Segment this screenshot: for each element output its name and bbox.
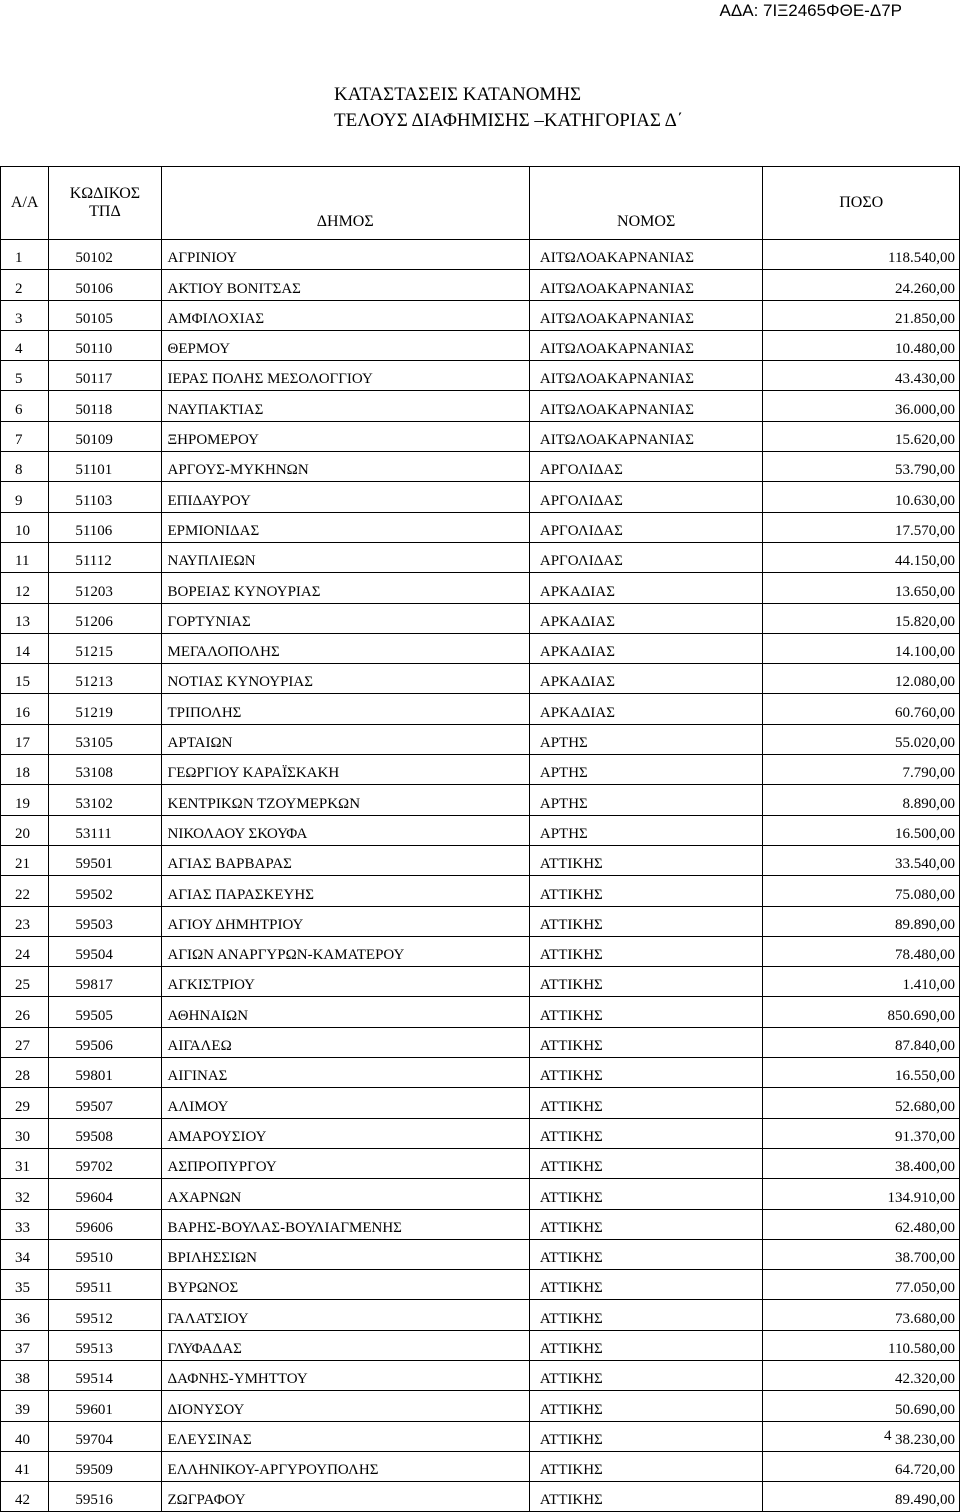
table-row <box>1 1360 960 1390</box>
ada-code: ΑΔΑ: 7ΙΞ2465ΦΘΕ-Δ7Ρ <box>719 1 902 20</box>
cell-nomos: ΑΤΤΙΚΗΣ <box>529 1239 763 1269</box>
table-row <box>1 1148 960 1178</box>
cell-poso: 850.690,00 <box>763 997 960 1027</box>
cell-nomos: ΑΤΤΙΚΗΣ <box>529 936 763 966</box>
cell-aa: 27 <box>1 1027 49 1057</box>
cell-poso: 75.080,00 <box>763 876 960 906</box>
table-row <box>1 724 960 754</box>
cell-nomos: ΑΙΤΩΛΟΑΚΑΡΝΑΝΙΑΣ <box>529 240 763 270</box>
cell-dimos: ΑΓΙΑΣ ΒΑΡΒΑΡΑΣ <box>161 845 529 875</box>
cell-aa: 4 <box>1 330 49 360</box>
cell-dimos: ΝΟΤΙΑΣ ΚΥΝΟΥΡΙΑΣ <box>161 664 529 694</box>
cell-nomos: ΑΤΤΙΚΗΣ <box>529 1088 763 1118</box>
cell-nomos: ΑΤΤΙΚΗΣ <box>529 997 763 1027</box>
cell-nomos: ΑΤΤΙΚΗΣ <box>529 1391 763 1421</box>
cell-code: 59702 <box>49 1148 161 1178</box>
cell-dimos: ΔΙΟΝΥΣΟΥ <box>161 1391 529 1421</box>
cell-dimos: ΓΟΡΤΥΝΙΑΣ <box>161 603 529 633</box>
cell-aa: 9 <box>1 482 49 512</box>
cell-code: 53111 <box>49 815 161 845</box>
cell-nomos: ΑΡΓΟΛΙΔΑΣ <box>529 452 763 482</box>
cell-code: 59505 <box>49 997 161 1027</box>
table-body <box>1 240 960 1512</box>
cell-dimos: ΕΡΜΙΟΝΙΔΑΣ <box>161 512 529 542</box>
cell-dimos: ΝΑΥΠΑΚΤΙΑΣ <box>161 391 529 421</box>
cell-aa: 3 <box>1 300 49 330</box>
cell-aa: 29 <box>1 1088 49 1118</box>
cell-dimos: ΖΩΓΡΑΦΟΥ <box>161 1482 529 1512</box>
cell-dimos: ΑΓΙΩΝ ΑΝΑΡΓΥΡΩΝ-ΚΑΜΑΤΕΡΟΥ <box>161 936 529 966</box>
cell-poso: 134.910,00 <box>763 1179 960 1209</box>
cell-code: 59502 <box>49 876 161 906</box>
cell-nomos: ΑΤΤΙΚΗΣ <box>529 1209 763 1239</box>
cell-aa: 16 <box>1 694 49 724</box>
table-row <box>1 633 960 663</box>
cell-poso: 24.260,00 <box>763 270 960 300</box>
table-row <box>1 936 960 966</box>
cell-poso: 15.820,00 <box>763 603 960 633</box>
cell-dimos: ΑΧΑΡΝΩΝ <box>161 1179 529 1209</box>
cell-dimos: ΘΕΡΜΟΥ <box>161 330 529 360</box>
table-row <box>1 694 960 724</box>
cell-dimos: ΒΟΡΕΙΑΣ ΚΥΝΟΥΡΙΑΣ <box>161 573 529 603</box>
cell-poso: 10.630,00 <box>763 482 960 512</box>
header-code-line-2: ΤΠΔ <box>89 203 121 220</box>
cell-aa: 2 <box>1 270 49 300</box>
cell-dimos: ΜΕΓΑΛΟΠΟΛΗΣ <box>161 633 529 663</box>
cell-poso: 60.760,00 <box>763 694 960 724</box>
cell-code: 59509 <box>49 1451 161 1481</box>
cell-aa: 28 <box>1 1058 49 1088</box>
cell-poso: 118.540,00 <box>763 240 960 270</box>
cell-code: 59506 <box>49 1027 161 1057</box>
table-row <box>1 1391 960 1421</box>
cell-dimos: ΑΓΚΙΣΤΡΙΟΥ <box>161 967 529 997</box>
cell-aa: 30 <box>1 1118 49 1148</box>
cell-aa: 42 <box>1 1482 49 1512</box>
table-row <box>1 270 960 300</box>
cell-code: 51106 <box>49 512 161 542</box>
cell-aa: 22 <box>1 876 49 906</box>
cell-code: 50110 <box>49 330 161 360</box>
table-row <box>1 1027 960 1057</box>
cell-aa: 8 <box>1 452 49 482</box>
cell-aa: 12 <box>1 573 49 603</box>
cell-poso: 38.230,00 <box>763 1421 960 1451</box>
cell-poso: 44.150,00 <box>763 542 960 572</box>
cell-poso: 8.890,00 <box>763 785 960 815</box>
cell-aa: 41 <box>1 1451 49 1481</box>
cell-nomos: ΑΤΤΙΚΗΣ <box>529 1179 763 1209</box>
cell-poso: 10.480,00 <box>763 330 960 360</box>
cell-code: 59501 <box>49 845 161 875</box>
cell-nomos: ΑΤΤΙΚΗΣ <box>529 1148 763 1178</box>
cell-poso: 77.050,00 <box>763 1270 960 1300</box>
cell-dimos: ΓΛΥΦΑΔΑΣ <box>161 1330 529 1360</box>
cell-poso: 110.580,00 <box>763 1330 960 1360</box>
header-poso: ΠΟΣΟ <box>763 167 960 240</box>
cell-nomos: ΑΡΓΟΛΙΔΑΣ <box>529 512 763 542</box>
cell-dimos: ΝΑΥΠΛΙΕΩΝ <box>161 542 529 572</box>
cell-aa: 13 <box>1 603 49 633</box>
cell-dimos: ΒΡΙΛΗΣΣΙΩΝ <box>161 1239 529 1269</box>
cell-code: 50102 <box>49 240 161 270</box>
cell-poso: 78.480,00 <box>763 936 960 966</box>
table-row <box>1 1239 960 1269</box>
cell-nomos: ΑΡΚΑΔΙΑΣ <box>529 633 763 663</box>
cell-dimos: ΑΙΓΙΝΑΣ <box>161 1058 529 1088</box>
cell-nomos: ΑΡΚΑΔΙΑΣ <box>529 603 763 633</box>
table-row <box>1 967 960 997</box>
cell-nomos: ΑΤΤΙΚΗΣ <box>529 1421 763 1451</box>
cell-aa: 31 <box>1 1148 49 1178</box>
cell-nomos: ΑΤΤΙΚΗΣ <box>529 1270 763 1300</box>
cell-poso: 64.720,00 <box>763 1451 960 1481</box>
cell-nomos: ΑΡΓΟΛΙΔΑΣ <box>529 542 763 572</box>
table-row <box>1 876 960 906</box>
cell-nomos: ΑΡΤΗΣ <box>529 755 763 785</box>
table-row <box>1 1118 960 1148</box>
cell-nomos: ΑΤΤΙΚΗΣ <box>529 876 763 906</box>
cell-code: 51112 <box>49 542 161 572</box>
cell-aa: 17 <box>1 724 49 754</box>
cell-code: 51219 <box>49 694 161 724</box>
table-row <box>1 785 960 815</box>
cell-aa: 1 <box>1 240 49 270</box>
cell-nomos: ΑΤΤΙΚΗΣ <box>529 1058 763 1088</box>
cell-code: 51101 <box>49 452 161 482</box>
header-nomos: ΝΟΜΟΣ <box>529 167 763 240</box>
cell-code: 59504 <box>49 936 161 966</box>
cell-code: 59512 <box>49 1300 161 1330</box>
cell-dimos: ΑΙΓΑΛΕΩ <box>161 1027 529 1057</box>
cell-nomos: ΑΙΤΩΛΟΑΚΑΡΝΑΝΙΑΣ <box>529 361 763 391</box>
table-row <box>1 330 960 360</box>
cell-dimos: ΕΛΛΗΝΙΚΟΥ-ΑΡΓΥΡΟΥΠΟΛΗΣ <box>161 1451 529 1481</box>
cell-nomos: ΑΡΤΗΣ <box>529 785 763 815</box>
cell-aa: 19 <box>1 785 49 815</box>
cell-aa: 18 <box>1 755 49 785</box>
cell-aa: 7 <box>1 421 49 451</box>
cell-poso: 52.680,00 <box>763 1088 960 1118</box>
cell-poso: 53.790,00 <box>763 452 960 482</box>
cell-code: 53102 <box>49 785 161 815</box>
cell-nomos: ΑΤΤΙΚΗΣ <box>529 967 763 997</box>
cell-nomos: ΑΤΤΙΚΗΣ <box>529 845 763 875</box>
cell-nomos: ΑΙΤΩΛΟΑΚΑΡΝΑΝΙΑΣ <box>529 421 763 451</box>
cell-dimos: ΕΠΙΔΑΥΡΟΥ <box>161 482 529 512</box>
cell-poso: 1.410,00 <box>763 967 960 997</box>
cell-dimos: ΑΡΤΑΙΩΝ <box>161 724 529 754</box>
cell-nomos: ΑΡΚΑΔΙΑΣ <box>529 573 763 603</box>
cell-aa: 32 <box>1 1179 49 1209</box>
cell-dimos: ΒΥΡΩΝΟΣ <box>161 1270 529 1300</box>
cell-poso: 36.000,00 <box>763 391 960 421</box>
cell-poso: 50.690,00 <box>763 1391 960 1421</box>
cell-dimos: ΑΚΤΙΟΥ ΒΟΝΙΤΣΑΣ <box>161 270 529 300</box>
header-dimos: ΔΗΜΟΣ <box>161 167 529 240</box>
cell-code: 59508 <box>49 1118 161 1148</box>
table-row <box>1 421 960 451</box>
cell-dimos: ΚΕΝΤΡΙΚΩΝ ΤΖΟΥΜΕΡΚΩΝ <box>161 785 529 815</box>
cell-nomos: ΑΤΤΙΚΗΣ <box>529 1300 763 1330</box>
table-row <box>1 1482 960 1512</box>
cell-nomos: ΑΙΤΩΛΟΑΚΑΡΝΑΝΙΑΣ <box>529 300 763 330</box>
cell-poso: 13.650,00 <box>763 573 960 603</box>
cell-dimos: ΑΡΓΟΥΣ-ΜΥΚΗΝΩΝ <box>161 452 529 482</box>
cell-code: 59507 <box>49 1088 161 1118</box>
cell-code: 53105 <box>49 724 161 754</box>
cell-nomos: ΑΤΤΙΚΗΣ <box>529 1451 763 1481</box>
cell-nomos: ΑΤΤΙΚΗΣ <box>529 1482 763 1512</box>
document-title <box>334 82 683 134</box>
cell-aa: 34 <box>1 1239 49 1269</box>
table-row <box>1 664 960 694</box>
cell-dimos: ΝΙΚΟΛΑΟΥ ΣΚΟΥΦΑ <box>161 815 529 845</box>
cell-code: 59503 <box>49 906 161 936</box>
cell-poso: 12.080,00 <box>763 664 960 694</box>
cell-aa: 33 <box>1 1209 49 1239</box>
cell-nomos: ΑΡΓΟΛΙΔΑΣ <box>529 482 763 512</box>
table-row <box>1 1058 960 1088</box>
cell-code: 59601 <box>49 1391 161 1421</box>
title-line-1: ΚΑΤΑΣΤΑΣΕΙΣ ΚΑΤΑΝΟΜΗΣ <box>334 84 582 105</box>
cell-aa: 39 <box>1 1391 49 1421</box>
cell-poso: 33.540,00 <box>763 845 960 875</box>
allocation-table <box>0 166 960 1512</box>
cell-code: 51103 <box>49 482 161 512</box>
cell-poso: 62.480,00 <box>763 1209 960 1239</box>
cell-aa: 24 <box>1 936 49 966</box>
table-row <box>1 997 960 1027</box>
cell-aa: 25 <box>1 967 49 997</box>
cell-poso: 89.490,00 <box>763 1482 960 1512</box>
cell-nomos: ΑΙΤΩΛΟΑΚΑΡΝΑΝΙΑΣ <box>529 330 763 360</box>
table-row <box>1 542 960 572</box>
cell-code: 59514 <box>49 1360 161 1390</box>
cell-aa: 21 <box>1 845 49 875</box>
cell-poso: 38.700,00 <box>763 1239 960 1269</box>
cell-dimos: ΓΕΩΡΓΙΟΥ ΚΑΡΑΪΣΚΑΚΗ <box>161 755 529 785</box>
cell-nomos: ΑΡΚΑΔΙΑΣ <box>529 664 763 694</box>
table-row <box>1 300 960 330</box>
cell-code: 59801 <box>49 1058 161 1088</box>
cell-poso: 55.020,00 <box>763 724 960 754</box>
title-line-2: ΤΕΛΟΥΣ ΔΙΑΦΗΜΙΣΗΣ –ΚΑΤΗΓΟΡΙΑΣ Δ΄ <box>334 110 684 131</box>
table-row <box>1 1330 960 1360</box>
cell-aa: 38 <box>1 1360 49 1390</box>
table-row <box>1 1179 960 1209</box>
cell-aa: 10 <box>1 512 49 542</box>
cell-aa: 26 <box>1 997 49 1027</box>
cell-dimos: ΤΡΙΠΟΛΗΣ <box>161 694 529 724</box>
cell-poso: 16.500,00 <box>763 815 960 845</box>
table-row <box>1 755 960 785</box>
cell-aa: 15 <box>1 664 49 694</box>
cell-code: 59516 <box>49 1482 161 1512</box>
table-row <box>1 482 960 512</box>
cell-dimos: ΑΓΡΙΝΙΟΥ <box>161 240 529 270</box>
header-aa: Α/Α <box>1 167 49 240</box>
table-row <box>1 1209 960 1239</box>
cell-aa: 6 <box>1 391 49 421</box>
table-row <box>1 391 960 421</box>
cell-poso: 17.570,00 <box>763 512 960 542</box>
cell-poso: 38.400,00 <box>763 1148 960 1178</box>
header-code-line-1: ΚΩΔΙΚΟΣ <box>69 185 141 202</box>
table-row <box>1 1451 960 1481</box>
cell-code: 53108 <box>49 755 161 785</box>
cell-aa: 23 <box>1 906 49 936</box>
cell-dimos: ΑΣΠΡΟΠΥΡΓΟΥ <box>161 1148 529 1178</box>
page-number: 4 <box>884 1428 892 1444</box>
cell-code: 50109 <box>49 421 161 451</box>
cell-aa: 11 <box>1 542 49 572</box>
cell-aa: 37 <box>1 1330 49 1360</box>
cell-dimos: ΓΑΛΑΤΣΙΟΥ <box>161 1300 529 1330</box>
cell-code: 50117 <box>49 361 161 391</box>
table-row <box>1 240 960 270</box>
table-row <box>1 906 960 936</box>
cell-poso: 14.100,00 <box>763 633 960 663</box>
cell-poso: 87.840,00 <box>763 1027 960 1057</box>
cell-aa: 14 <box>1 633 49 663</box>
cell-code: 59817 <box>49 967 161 997</box>
cell-poso: 42.320,00 <box>763 1360 960 1390</box>
table-header <box>1 167 960 240</box>
cell-code: 59604 <box>49 1179 161 1209</box>
cell-nomos: ΑΡΤΗΣ <box>529 724 763 754</box>
cell-aa: 35 <box>1 1270 49 1300</box>
header-row <box>1 167 960 240</box>
cell-code: 50118 <box>49 391 161 421</box>
cell-nomos: ΑΙΤΩΛΟΑΚΑΡΝΑΝΙΑΣ <box>529 270 763 300</box>
cell-aa: 20 <box>1 815 49 845</box>
cell-nomos: ΑΤΤΙΚΗΣ <box>529 1360 763 1390</box>
cell-aa: 5 <box>1 361 49 391</box>
cell-poso: 16.550,00 <box>763 1058 960 1088</box>
cell-dimos: ΑΓΙΟΥ ΔΗΜΗΤΡΙΟΥ <box>161 906 529 936</box>
cell-code: 59510 <box>49 1239 161 1269</box>
cell-dimos: ΑΜΦΙΛΟΧΙΑΣ <box>161 300 529 330</box>
cell-nomos: ΑΤΤΙΚΗΣ <box>529 1330 763 1360</box>
table-row <box>1 573 960 603</box>
cell-nomos: ΑΤΤΙΚΗΣ <box>529 906 763 936</box>
cell-dimos: ΒΑΡΗΣ-ΒΟΥΛΑΣ-ΒΟΥΛΙΑΓΜΕΝΗΣ <box>161 1209 529 1239</box>
table-row <box>1 845 960 875</box>
cell-poso: 15.620,00 <box>763 421 960 451</box>
cell-aa: 40 <box>1 1421 49 1451</box>
cell-poso: 89.890,00 <box>763 906 960 936</box>
table-row <box>1 603 960 633</box>
cell-code: 51215 <box>49 633 161 663</box>
cell-code: 50106 <box>49 270 161 300</box>
cell-aa: 36 <box>1 1300 49 1330</box>
cell-nomos: ΑΙΤΩΛΟΑΚΑΡΝΑΝΙΑΣ <box>529 391 763 421</box>
cell-code: 51203 <box>49 573 161 603</box>
cell-code: 59704 <box>49 1421 161 1451</box>
cell-poso: 21.850,00 <box>763 300 960 330</box>
cell-poso: 91.370,00 <box>763 1118 960 1148</box>
cell-nomos: ΑΤΤΙΚΗΣ <box>529 1118 763 1148</box>
cell-dimos: ΑΜΑΡΟΥΣΙΟΥ <box>161 1118 529 1148</box>
cell-dimos: ΑΓΙΑΣ ΠΑΡΑΣΚΕΥΗΣ <box>161 876 529 906</box>
table-row <box>1 512 960 542</box>
cell-code: 59513 <box>49 1330 161 1360</box>
cell-poso: 73.680,00 <box>763 1300 960 1330</box>
cell-code: 51206 <box>49 603 161 633</box>
table-row <box>1 1088 960 1118</box>
cell-nomos: ΑΡΚΑΔΙΑΣ <box>529 694 763 724</box>
table-row <box>1 452 960 482</box>
cell-dimos: ΑΘΗΝΑΙΩΝ <box>161 997 529 1027</box>
cell-poso: 43.430,00 <box>763 361 960 391</box>
cell-dimos: ΞΗΡΟΜΕΡΟΥ <box>161 421 529 451</box>
cell-nomos: ΑΡΤΗΣ <box>529 815 763 845</box>
cell-dimos: ΕΛΕΥΣΙΝΑΣ <box>161 1421 529 1451</box>
table-row <box>1 815 960 845</box>
table-row <box>1 361 960 391</box>
cell-code: 59511 <box>49 1270 161 1300</box>
cell-dimos: ΑΛΙΜΟΥ <box>161 1088 529 1118</box>
cell-poso: 7.790,00 <box>763 755 960 785</box>
cell-nomos: ΑΤΤΙΚΗΣ <box>529 1027 763 1057</box>
cell-dimos: ΙΕΡΑΣ ΠΟΛΗΣ ΜΕΣΟΛΟΓΓΙΟΥ <box>161 361 529 391</box>
table-row <box>1 1300 960 1330</box>
cell-dimos: ΔΑΦΝΗΣ-ΥΜΗΤΤΟΥ <box>161 1360 529 1390</box>
header-code <box>49 167 161 240</box>
cell-code: 51213 <box>49 664 161 694</box>
table-row <box>1 1270 960 1300</box>
cell-code: 59606 <box>49 1209 161 1239</box>
cell-code: 50105 <box>49 300 161 330</box>
